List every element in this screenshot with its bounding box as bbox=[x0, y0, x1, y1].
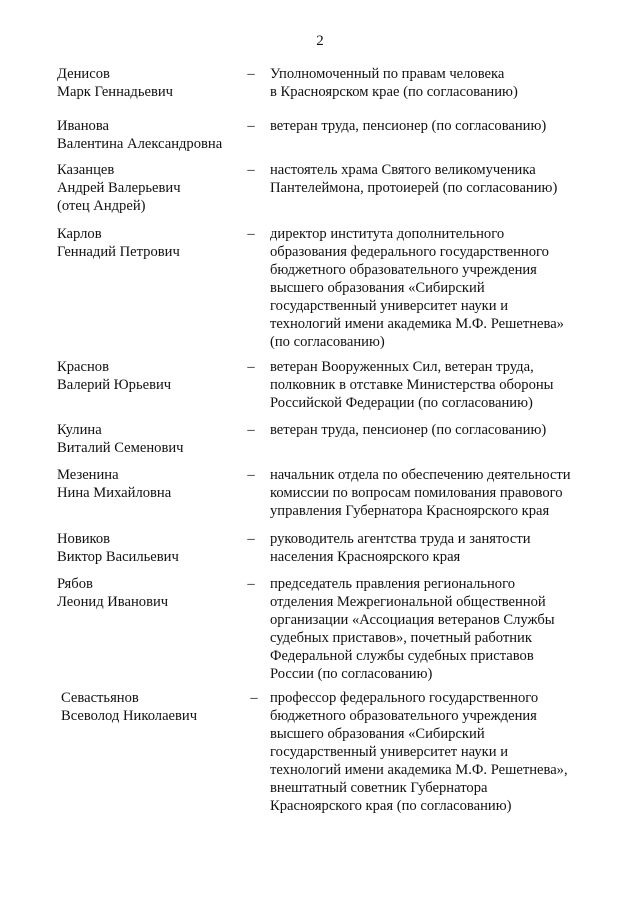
position-line: высшего образования «Сибирский bbox=[270, 280, 485, 296]
dash-separator: – bbox=[247, 422, 255, 438]
position-line: Российской Федерации (по согласованию) bbox=[270, 395, 533, 411]
member-position bbox=[270, 117, 615, 135]
position-line: технологий имени академика М.Ф. Решетнева», bbox=[270, 762, 568, 778]
position-line: ветеран труда, пенсионер (по согласованию) bbox=[270, 422, 547, 438]
position-line: бюджетного образовательного учреждения bbox=[270, 262, 537, 278]
position-line: населения Красноярского края bbox=[270, 549, 461, 565]
given-names: Валентина Александровна bbox=[57, 136, 223, 152]
position-line: комиссии по вопросам помилования правового bbox=[270, 485, 563, 501]
position-line: отделения Межрегиональной общественной bbox=[270, 594, 546, 610]
member-name bbox=[57, 358, 237, 394]
surname: Денисов bbox=[57, 66, 110, 82]
position-line: бюджетного образовательного учреждения bbox=[270, 708, 537, 724]
dash-separator: – bbox=[250, 690, 258, 706]
member-name bbox=[57, 530, 237, 566]
position-line: в Красноярском крае (по согласованию) bbox=[270, 84, 518, 100]
given-names: Марк Геннадьевич bbox=[57, 84, 173, 100]
dash-separator: – bbox=[247, 162, 255, 178]
member-name bbox=[57, 466, 237, 502]
position-line: управления Губернатора Красноярского края bbox=[270, 503, 550, 519]
dash-separator: – bbox=[247, 531, 255, 547]
given-names: Виктор Васильевич bbox=[57, 549, 179, 565]
given-names: Геннадий Петрович bbox=[57, 244, 180, 260]
surname: Казанцев bbox=[57, 162, 115, 178]
member-name bbox=[57, 117, 237, 153]
dash-separator: – bbox=[247, 576, 255, 592]
position-line: Федеральной службы судебных приставов bbox=[270, 648, 534, 664]
given-names: Нина Михайловна bbox=[57, 485, 172, 501]
position-line: настоятель храма Святого великомученика bbox=[270, 162, 536, 178]
position-line: ветеран Вооруженных Сил, ветеран труда, bbox=[270, 359, 534, 375]
position-line: технологий имени академика М.Ф. Решетнева» bbox=[270, 316, 564, 332]
position-line: России (по согласованию) bbox=[270, 666, 433, 682]
position-line: Уполномоченный по правам человека bbox=[270, 66, 505, 82]
surname: Рябов bbox=[57, 576, 93, 592]
member-position bbox=[270, 689, 615, 815]
dash-separator: – bbox=[247, 226, 255, 242]
dash-separator: – bbox=[247, 359, 255, 375]
given-names: Валерий Юрьевич bbox=[57, 377, 172, 393]
position-line: высшего образования «Сибирский bbox=[270, 726, 485, 742]
position-line: руководитель агентства труда и занятости bbox=[270, 531, 531, 547]
position-line: образования федерального государственного bbox=[270, 244, 549, 260]
page-number: 2 bbox=[316, 33, 324, 49]
surname: Новиков bbox=[57, 531, 111, 547]
position-line: директор института дополнительного bbox=[270, 226, 505, 242]
member-name bbox=[57, 575, 237, 611]
position-line: Пантелеймона, протоиерей (по согласованию) bbox=[270, 180, 558, 196]
member-position bbox=[270, 575, 615, 683]
member-name bbox=[57, 161, 237, 215]
position-line: государственный университет науки и bbox=[270, 298, 509, 314]
surname: Карлов bbox=[57, 226, 102, 242]
position-line: организации «Ассоциация ветеранов Службы bbox=[270, 612, 555, 628]
member-position bbox=[270, 65, 615, 101]
member-name bbox=[57, 421, 237, 457]
position-line: председатель правления регионального bbox=[270, 576, 515, 592]
clerical-name: (отец Андрей) bbox=[57, 198, 146, 214]
surname: Кулина bbox=[57, 422, 102, 438]
position-line: судебных приставов», почетный работник bbox=[270, 630, 532, 646]
member-name bbox=[61, 689, 241, 725]
dash-separator: – bbox=[247, 118, 255, 134]
member-position bbox=[270, 358, 615, 412]
position-line: профессор федерального государственного bbox=[270, 690, 539, 706]
position-line: государственный университет науки и bbox=[270, 744, 509, 760]
member-name bbox=[57, 65, 237, 101]
member-name bbox=[57, 225, 237, 261]
member-position bbox=[270, 161, 615, 197]
position-line: ветеран труда, пенсионер (по согласованию) bbox=[270, 118, 547, 134]
position-line: полковник в отставке Министерства обороны bbox=[270, 377, 554, 393]
surname: Севастьянов bbox=[61, 690, 139, 706]
member-position bbox=[270, 530, 615, 566]
surname: Краснов bbox=[57, 359, 109, 375]
given-names: Всеволод Николаевич bbox=[61, 708, 198, 724]
member-position bbox=[270, 466, 615, 520]
position-line: Красноярского края (по согласованию) bbox=[270, 798, 512, 814]
given-names: Виталий Семенович bbox=[57, 440, 184, 456]
dash-separator: – bbox=[247, 66, 255, 82]
position-line: внештатный советник Губернатора bbox=[270, 780, 488, 796]
member-position bbox=[270, 225, 615, 351]
given-names: Леонид Иванович bbox=[57, 594, 169, 610]
member-position bbox=[270, 421, 615, 439]
surname: Иванова bbox=[57, 118, 109, 134]
surname: Мезенина bbox=[57, 467, 119, 483]
position-line: начальник отдела по обеспечению деятельности bbox=[270, 467, 571, 483]
dash-separator: – bbox=[247, 467, 255, 483]
position-line: (по согласованию) bbox=[270, 334, 385, 350]
given-names: Андрей Валерьевич bbox=[57, 180, 181, 196]
